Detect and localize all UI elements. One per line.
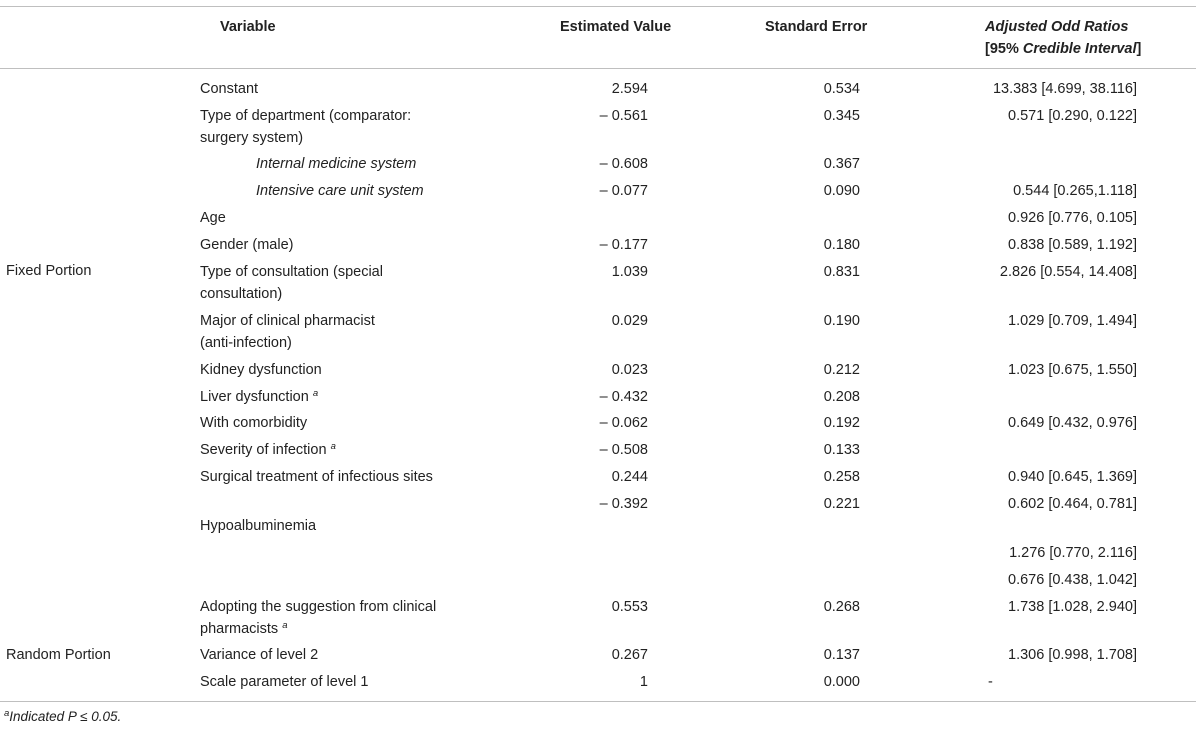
variable-cell: Gender (male) bbox=[200, 237, 294, 253]
variable-cell: Constant bbox=[200, 81, 259, 97]
group-label-fixed: Fixed Portion bbox=[6, 263, 92, 279]
estimated-value-cell: 1.039 bbox=[611, 264, 648, 280]
standard-error-cell: 0.208 bbox=[823, 389, 860, 405]
standard-error-cell: 0.831 bbox=[823, 264, 860, 280]
standard-error-cell: 0.137 bbox=[823, 647, 860, 663]
estimated-value-cell: – 0.077 bbox=[599, 183, 648, 199]
standard-error-cell: 0.345 bbox=[823, 108, 860, 124]
standard-error-cell: 0.221 bbox=[823, 496, 860, 512]
adjusted-odds-ratio-cell: 1.306 [0.998, 1.708] bbox=[1008, 647, 1137, 663]
standard-error-cell: 0.000 bbox=[823, 674, 860, 690]
estimated-value-cell: 0.023 bbox=[611, 362, 648, 378]
estimated-value-cell: – 0.062 bbox=[599, 415, 648, 431]
variable-cell: Hypoalbuminemia bbox=[200, 518, 317, 534]
variable-cell: Adopting the suggestion from clinical pharmacists $^a$ bbox=[200, 599, 437, 637]
standard-error-cell: 0.212 bbox=[823, 362, 860, 378]
standard-error-cell: 0.180 bbox=[823, 237, 860, 253]
header-rule bbox=[0, 68, 1196, 69]
standard-error-cell: 0.258 bbox=[823, 469, 860, 485]
estimated-value-cell: – 0.432 bbox=[599, 389, 648, 405]
footnote: $^a$Indicated P ≤ 0.05. bbox=[4, 708, 122, 724]
estimated-value-cell: 2.594 bbox=[611, 81, 648, 97]
table-bottom-rule bbox=[0, 701, 1196, 702]
header-variable: Variable bbox=[220, 19, 276, 35]
footnote-marker: a bbox=[282, 620, 288, 631]
standard-error-cell: 0.090 bbox=[823, 183, 860, 199]
header-estimated-value: Estimated Value bbox=[560, 19, 672, 35]
standard-error-cell: 0.133 bbox=[823, 442, 860, 458]
adjusted-odds-ratio-cell: 2.826 [0.554, 14.408] bbox=[999, 264, 1137, 280]
variable-cell: With comorbidity bbox=[200, 415, 308, 431]
estimated-value-cell: – 0.561 bbox=[599, 108, 648, 124]
adjusted-odds-ratio-cell: 0.544 [0.265,1.118] bbox=[1013, 183, 1137, 199]
adjusted-odds-ratio-cell: 0.649 [0.432, 0.976] bbox=[1008, 415, 1137, 431]
variable-cell: Type of consultation (special consultation) bbox=[200, 264, 383, 302]
variable-cell: Type of department (comparator: surgery system) bbox=[200, 108, 412, 146]
variable-cell: Internal medicine system bbox=[256, 156, 417, 172]
estimated-value-cell: – 0.608 bbox=[599, 156, 648, 172]
adjusted-odds-ratio-cell: 0.676 [0.438, 1.042] bbox=[1008, 572, 1137, 588]
variable-cell: Severity of infection $^a$ bbox=[200, 441, 336, 458]
variable-cell: Surgical treatment of infectious sites bbox=[200, 469, 433, 485]
estimated-value-cell: – 0.508 bbox=[599, 442, 648, 458]
standard-error-cell: 0.534 bbox=[823, 81, 860, 97]
footnote-marker: a bbox=[312, 388, 319, 399]
group-label-random: Random Portion bbox=[6, 647, 111, 663]
estimated-value-cell: 0.267 bbox=[611, 647, 648, 663]
adjusted-odds-ratio-cell: 0.926 [0.776, 0.105] bbox=[1008, 210, 1137, 226]
estimated-value-cell: – 0.392 bbox=[599, 496, 648, 512]
standard-error-cell: 0.268 bbox=[823, 599, 860, 615]
adjusted-odds-ratio-cell: 1.738 [1.028, 2.940] bbox=[1008, 599, 1137, 615]
variable-cell: Major of clinical pharmacist (anti-infection) bbox=[200, 313, 375, 351]
header-credible-interval: [95% Credible Interval] bbox=[985, 41, 1142, 57]
header-standard-error: Standard Error bbox=[765, 19, 868, 35]
variable-cell: Liver dysfunction $^a$ bbox=[200, 388, 319, 405]
standard-error-cell: 0.192 bbox=[823, 415, 860, 431]
estimated-value-cell: – 0.177 bbox=[599, 237, 648, 253]
footnote-marker: a bbox=[330, 441, 336, 452]
standard-error-cell: 0.367 bbox=[823, 156, 860, 172]
variable-cell: Kidney dysfunction bbox=[200, 362, 322, 378]
variable-cell: Intensive care unit system bbox=[256, 183, 424, 199]
header-adjusted-odd-ratios: Adjusted Odd Ratios bbox=[985, 19, 1129, 35]
estimated-value-cell: 1 bbox=[639, 674, 648, 690]
adjusted-odds-ratio-cell: - bbox=[988, 674, 993, 690]
estimated-value-cell: 0.244 bbox=[611, 469, 648, 485]
variable-cell: Variance of level 2 bbox=[200, 647, 319, 663]
estimated-value-cell: 0.029 bbox=[611, 313, 648, 329]
variable-cell: Age bbox=[200, 210, 226, 226]
estimated-value-cell: 0.553 bbox=[611, 599, 648, 615]
adjusted-odds-ratio-cell: 1.029 [0.709, 1.494] bbox=[1008, 313, 1137, 329]
adjusted-odds-ratio-cell: 0.602 [0.464, 0.781] bbox=[1008, 496, 1137, 512]
variable-cell: Scale parameter of level 1 bbox=[200, 674, 369, 690]
adjusted-odds-ratio-cell: 13.383 [4.699, 38.116] bbox=[992, 81, 1137, 97]
adjusted-odds-ratio-cell: 1.023 [0.675, 1.550] bbox=[1008, 362, 1137, 378]
adjusted-odds-ratio-cell: 1.276 [0.770, 2.116] bbox=[1009, 545, 1137, 561]
adjusted-odds-ratio-cell: 0.940 [0.645, 1.369] bbox=[1008, 469, 1137, 485]
adjusted-odds-ratio-cell: 0.571 [0.290, 0.122] bbox=[1008, 108, 1137, 124]
table-top-rule bbox=[0, 6, 1196, 7]
adjusted-odds-ratio-cell: 0.838 [0.589, 1.192] bbox=[1008, 237, 1137, 253]
standard-error-cell: 0.190 bbox=[823, 313, 860, 329]
